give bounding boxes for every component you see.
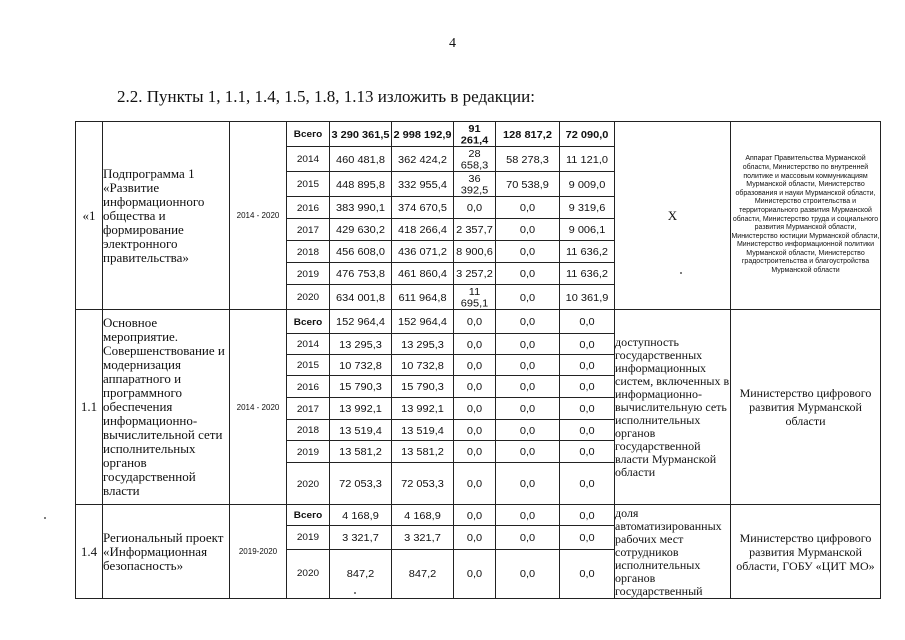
table-row (76, 310, 881, 334)
amount-cell: 0,0 (560, 376, 615, 397)
item-name: Основное мероприятие. Совершенствование и модернизация аппаратного и программного обеспечения информационно-вычислительной сети исполнительных органов государственной власти (103, 310, 230, 505)
amount-cell: 362 424,2 (392, 147, 454, 171)
amount-cell: 0,0 (560, 420, 615, 440)
amount-cell: 15 790,3 (330, 376, 392, 397)
amount-cell: 11 636,2 (560, 241, 615, 262)
amount-cell: 0,0 (560, 398, 615, 419)
year-cell: Всего (287, 310, 330, 333)
amount-cell: 36 392,5 (454, 172, 496, 196)
amount-cell: 0,0 (560, 310, 615, 333)
amount-cell: 2 998 192,9 (392, 122, 454, 146)
year-cell: 2018 (287, 241, 330, 262)
amount-cell: 4 168,9 (392, 505, 454, 525)
amount-cell: 13 519,4 (330, 420, 392, 440)
amount-cell: 0,0 (496, 551, 560, 598)
year-cell: 2020 (287, 551, 330, 598)
amount-cell: 13 295,3 (330, 334, 392, 354)
amount-cell: 0,0 (454, 526, 496, 548)
amount-cell: 0,0 (560, 334, 615, 354)
amount-cell: 13 992,1 (330, 398, 392, 419)
amount-cell: 0,0 (454, 334, 496, 354)
amount-cell: 10 732,8 (330, 355, 392, 375)
scan-speck (44, 517, 46, 519)
amount-cell: 9 319,6 (560, 197, 615, 218)
amount-cell: 0,0 (454, 420, 496, 440)
amount-cell: 3 290 361,5 (330, 122, 392, 146)
amount-cell: 10 732,8 (392, 355, 454, 375)
amount-cell: 460 481,8 (330, 147, 392, 171)
amount-cell: 0,0 (454, 441, 496, 462)
amount-cell: 0,0 (496, 420, 560, 440)
amount-cell: 0,0 (496, 464, 560, 504)
amount-cell: 374 670,5 (392, 197, 454, 218)
year-cell: 2016 (287, 376, 330, 397)
amount-cell: 0,0 (496, 241, 560, 262)
scan-speck (354, 592, 356, 594)
item-years: 2014 - 2020 (230, 310, 287, 505)
amount-cell: 9 006,1 (560, 219, 615, 240)
year-cell: 2017 (287, 398, 330, 419)
amount-cell: 0,0 (496, 355, 560, 375)
program-table (75, 121, 881, 599)
year-cell: 2014 (287, 147, 330, 171)
amount-cell: 0,0 (454, 355, 496, 375)
amount-cell: 8 900,6 (454, 241, 496, 262)
amount-cell: 0,0 (496, 310, 560, 333)
year-cell: 2015 (287, 172, 330, 196)
amount-cell: 0,0 (560, 551, 615, 598)
amount-cell: 0,0 (454, 464, 496, 504)
scan-speck (680, 272, 682, 274)
year-cell: 2015 (287, 355, 330, 375)
amount-cell: 3 321,7 (330, 526, 392, 548)
amount-cell: 9 009,0 (560, 172, 615, 196)
amount-cell: 0,0 (454, 376, 496, 397)
amount-cell: 0,0 (496, 197, 560, 218)
amount-cell: 70 538,9 (496, 172, 560, 196)
amount-cell: 0,0 (560, 441, 615, 462)
amount-cell: 11 121,0 (560, 147, 615, 171)
table-row (76, 505, 881, 526)
amount-cell: 13 581,2 (392, 441, 454, 462)
amount-cell: 0,0 (496, 441, 560, 462)
amount-cell: 0,0 (496, 398, 560, 419)
amount-cell: 10 361,9 (560, 285, 615, 309)
amount-cell: 13 992,1 (392, 398, 454, 419)
year-cell: Всего (287, 122, 330, 146)
item-name: Подпрограмма 1 «Развитие информационного общества и формирование электронного правительства» (103, 122, 230, 310)
amount-cell: 58 278,3 (496, 147, 560, 171)
amount-cell: 476 753,8 (330, 263, 392, 284)
amount-cell: 436 071,2 (392, 241, 454, 262)
year-cell: 2019 (287, 263, 330, 284)
amount-cell: 0,0 (560, 464, 615, 504)
amount-cell: 634 001,8 (330, 285, 392, 309)
amount-cell: 28 658,3 (454, 147, 496, 171)
amount-cell: 0,0 (496, 505, 560, 525)
amount-cell: 72 053,3 (330, 464, 392, 504)
amount-cell: 0,0 (454, 505, 496, 525)
amount-cell: 0,0 (560, 355, 615, 375)
amount-cell: 91 261,4 (454, 122, 496, 146)
amount-cell: 13 519,4 (392, 420, 454, 440)
amount-cell: 332 955,4 (392, 172, 454, 196)
responsible-cell: Министерство цифрового развития Мурманской области (731, 310, 881, 505)
year-cell: Всего (287, 505, 330, 525)
amount-cell: 2 357,7 (454, 219, 496, 240)
amount-cell: 456 608,0 (330, 241, 392, 262)
amount-cell: 0,0 (496, 376, 560, 397)
amount-cell: 461 860,4 (392, 263, 454, 284)
item-name: Региональный проект «Информационная безопасность» (103, 505, 230, 599)
amount-cell: 0,0 (454, 197, 496, 218)
amount-cell: 11 695,1 (454, 285, 496, 309)
amount-cell: 4 168,9 (330, 505, 392, 525)
amount-cell: 13 295,3 (392, 334, 454, 354)
amount-cell: 3 321,7 (392, 526, 454, 548)
year-cell: 2017 (287, 219, 330, 240)
item-years: 2019-2020 (230, 505, 287, 599)
year-cell: 2020 (287, 464, 330, 504)
amount-cell: 152 964,4 (392, 310, 454, 333)
amount-cell: 72 053,3 (392, 464, 454, 504)
item-code: 1.4 (76, 505, 103, 599)
amount-cell: 3 257,2 (454, 263, 496, 284)
amount-cell: 0,0 (560, 505, 615, 525)
amount-cell: 429 630,2 (330, 219, 392, 240)
amount-cell: 448 895,8 (330, 172, 392, 196)
item-code: «1 (76, 122, 103, 310)
year-cell: 2018 (287, 420, 330, 440)
amount-cell: 0,0 (496, 334, 560, 354)
amount-cell: 0,0 (496, 263, 560, 284)
page-number: 4 (449, 36, 456, 51)
amount-cell: 0,0 (560, 526, 615, 548)
indicator-cell: доступность государственных информационных систем, включенных в информационно-вычислительную сеть исполнительных органов государственной власти Мурманской области (615, 310, 731, 505)
amendment-heading: 2.2. Пункты 1, 1.1, 1.4, 1.5, 1.8, 1.13 изложить в редакции: (117, 87, 535, 106)
amount-cell: 847,2 (392, 551, 454, 598)
amount-cell: 0,0 (496, 526, 560, 548)
amount-cell: 611 964,8 (392, 285, 454, 309)
amount-cell: 72 090,0 (560, 122, 615, 146)
item-code: 1.1 (76, 310, 103, 505)
amount-cell: 15 790,3 (392, 376, 454, 397)
amount-cell: 383 990,1 (330, 197, 392, 218)
indicator-cell: X (615, 122, 731, 310)
amount-cell: 847,2 (330, 551, 392, 598)
amount-cell: 0,0 (454, 551, 496, 598)
amount-cell: 128 817,2 (496, 122, 560, 146)
amount-cell: 0,0 (454, 310, 496, 333)
year-cell: 2014 (287, 334, 330, 354)
year-cell: 2020 (287, 285, 330, 309)
year-cell: 2019 (287, 526, 330, 548)
responsible-cell: Аппарат Правительства Мурманской области, Министерство по внутренней политике и массовым коммуникациям Мурманской области, Министерство образования и науки Мурманской области, Министерство строительства и территориального развития Мурманской области, Министерство труда и социального развития Мурманской области, Министерство юстиции Мурманской области, Министерство информационной политики Мурманской области, Министерство градостроительства и благоустройства Мурманской области (731, 122, 881, 310)
item-years: 2014 - 2020 (230, 122, 287, 310)
table-row (76, 122, 881, 147)
responsible-cell: Министерство цифрового развития Мурманской области, ГОБУ «ЦИТ МО» (731, 505, 881, 599)
amount-cell: 0,0 (454, 398, 496, 419)
year-cell: 2016 (287, 197, 330, 218)
amount-cell: 0,0 (496, 285, 560, 309)
amount-cell: 418 266,4 (392, 219, 454, 240)
amount-cell: 152 964,4 (330, 310, 392, 333)
amount-cell: 0,0 (496, 219, 560, 240)
indicator-cell: доля автоматизированных рабочих мест сотрудников исполнительных органов государственный (615, 505, 731, 599)
amount-cell: 11 636,2 (560, 263, 615, 284)
amount-cell: 13 581,2 (330, 441, 392, 462)
year-cell: 2019 (287, 441, 330, 462)
